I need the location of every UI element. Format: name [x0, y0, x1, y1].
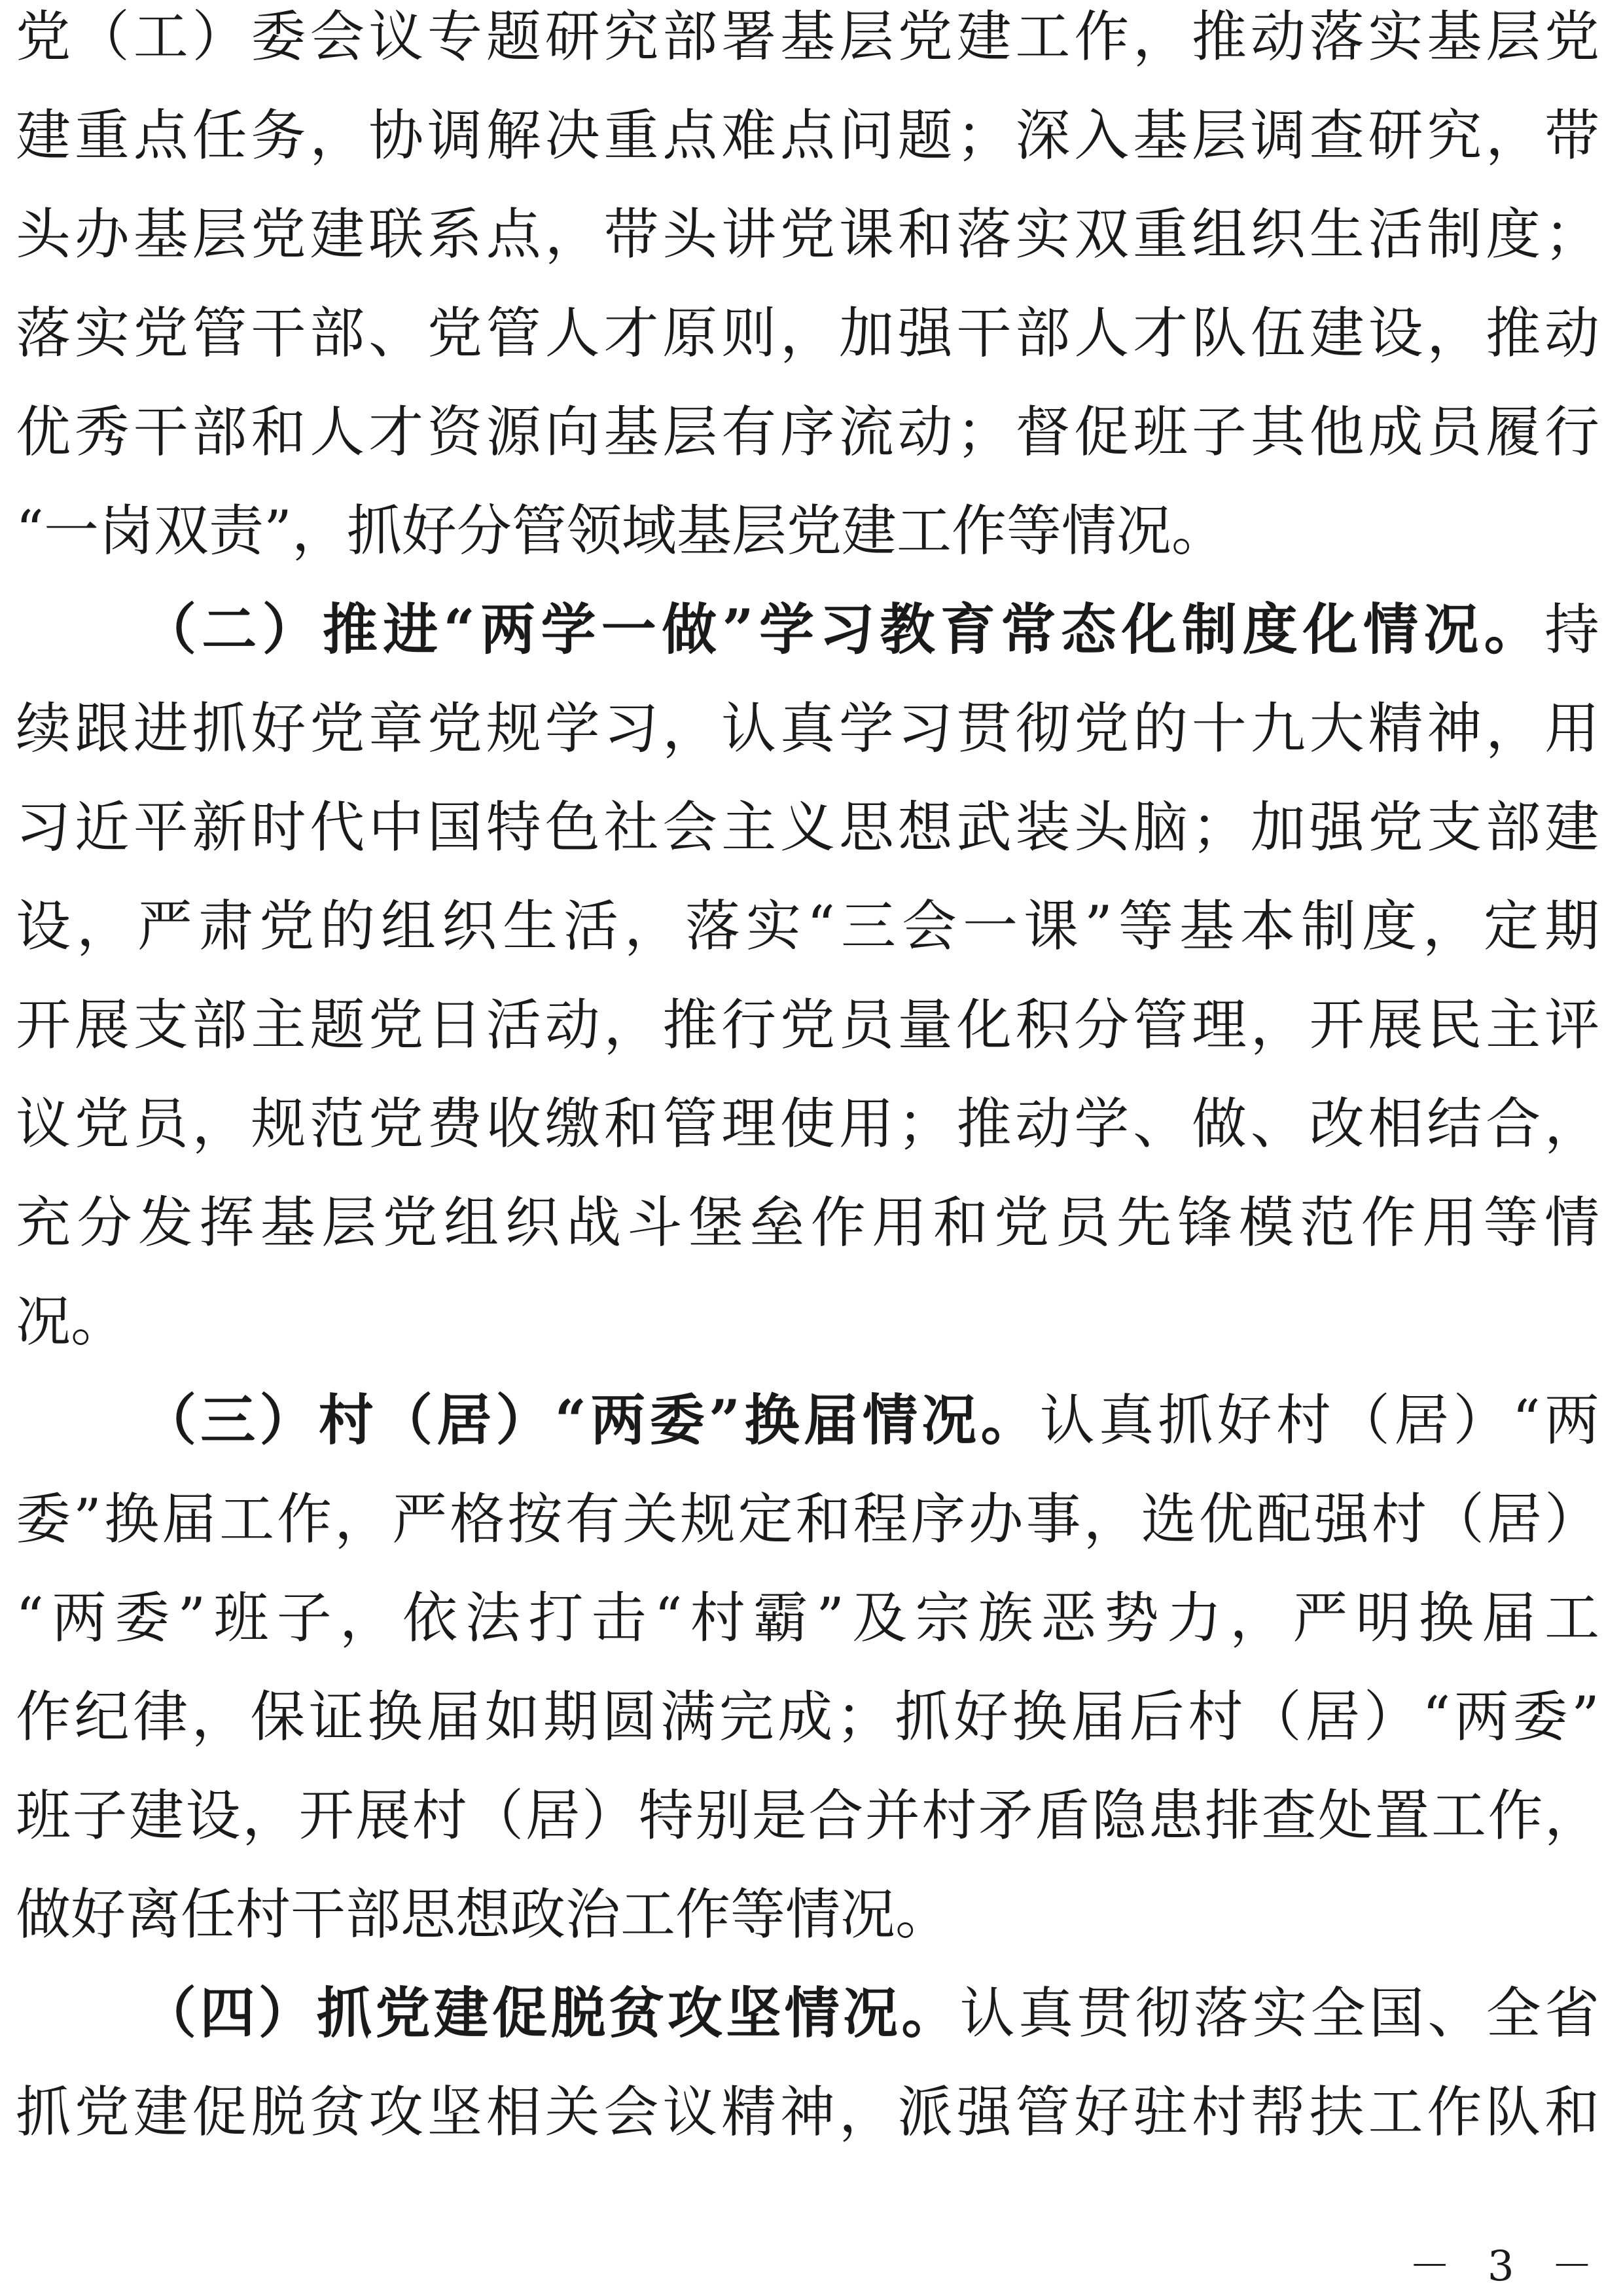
paragraph-2-line-2: 续跟进抓好党章党规学习，认真学习贯彻党的十九大精神，用: [16, 696, 1599, 761]
paragraph-2-line-3: 习近平新时代中国特色社会主义思想武装头脑；加强党支部建: [16, 795, 1599, 859]
paragraph-3-line-1: [141, 1388, 1599, 1453]
paragraph-3-line-4: 作纪律，保证换届如期圆满完成；抓好换届后村（居）“两委”: [16, 1685, 1599, 1749]
paragraph-2-line-5: 开展支部主题党日活动，推行党员量化积分管理，开展民主评: [16, 993, 1599, 1057]
paragraph-1-line-1: 党（工）委会议专题研究部署基层党建工作，推动落实基层党: [16, 5, 1599, 69]
section-heading-4: （四）抓党建促脱贫攻坚情况。: [141, 1981, 960, 2045]
paragraph-3-line-3: “两委”班子，依法打击“村霸”及宗族恶势力，严明换届工: [16, 1586, 1599, 1650]
paragraph-3-line-1-text: 认真抓好村（居）“两: [1039, 1388, 1599, 1452]
paragraph-2-line-6: 议党员，规范党费收缴和管理使用；推动学、做、改相结合，: [16, 1092, 1599, 1156]
paragraph-1-line-3: 头办基层党建联系点，带头讲党课和落实双重组织生活制度；: [16, 202, 1599, 266]
page-number: － 3 －: [1408, 2242, 1605, 2291]
paragraph-2-line-1-text: 持: [1544, 598, 1599, 662]
paragraph-3-line-5: 班子建设，开展村（居）特别是合并村矛盾隐患排查处置工作，: [16, 1784, 1599, 1848]
paragraph-3-line-2: 委”换届工作，严格按有关规定和程序办事，选优配强村（居）: [16, 1487, 1599, 1551]
paragraph-2-line-7: 充分发挥基层党组织战斗堡垒作用和党员先锋模范作用等情: [16, 1191, 1599, 1255]
paragraph-1-line-4: 落实党管干部、党管人才原则，加强干部人才队伍建设，推动: [16, 301, 1599, 365]
paragraph-3-line-6: 做好离任村干部思想政治工作等情况。: [16, 1882, 951, 1946]
paragraph-4-line-1-text: 认真贯彻落实全国、全省: [959, 1981, 1599, 2045]
paragraph-4-line-2: 抓党建促脱贫攻坚相关会议精神，派强管好驻村帮扶工作队和: [16, 2080, 1599, 2144]
paragraph-2-line-1: [141, 597, 1599, 662]
paragraph-4-line-1: [141, 1981, 1599, 2046]
paragraph-1-line-5: 优秀干部和人才资源向基层有序流动；督促班子其他成员履行: [16, 400, 1599, 464]
paragraph-2-line-4: 设，严肃党的组织生活，落实“三会一课”等基本制度，定期: [16, 894, 1599, 958]
section-heading-3: （三）村（居）“两委”换届情况。: [141, 1388, 1040, 1452]
paragraph-1-line-6: “一岗双责”，抓好分管领域基层党建工作等情况。: [16, 499, 1226, 563]
section-heading-2: （二）推进“两学一做”学习教育常态化制度化情况。: [141, 597, 1544, 662]
paragraph-1-line-2: 建重点任务，协调解决重点难点问题；深入基层调查研究，带: [16, 103, 1599, 168]
paragraph-2-line-8: 况。: [16, 1289, 126, 1354]
